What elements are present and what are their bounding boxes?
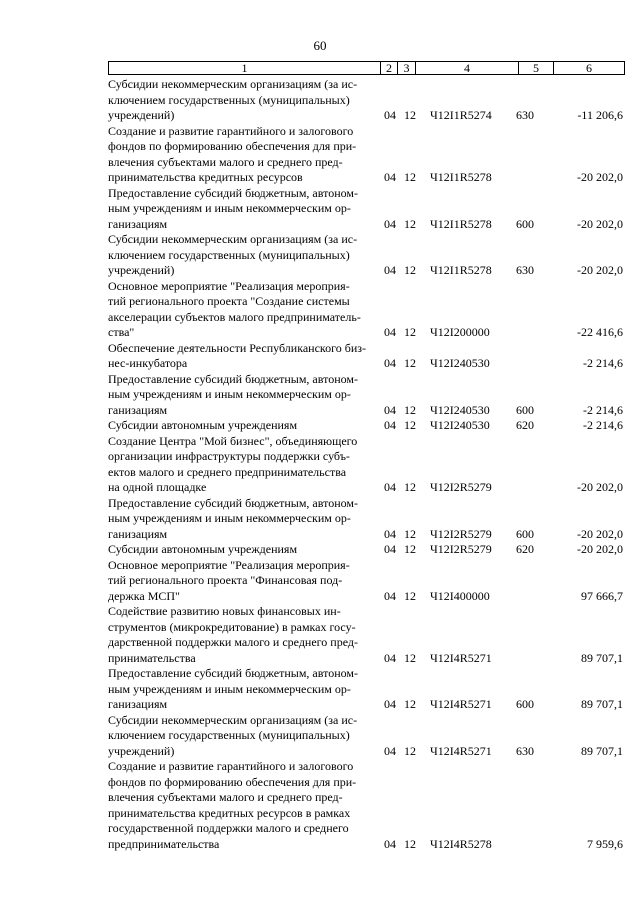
description-line: дарственной поддержки малого и среднего пред- — [108, 635, 358, 649]
description-line: ганизациям — [108, 697, 168, 711]
target-article-code: Ч12I240530 — [430, 356, 490, 370]
row-codes — [108, 651, 623, 667]
description-line: ключением государственных (муниципальных) — [108, 247, 350, 262]
row-codes — [108, 263, 623, 279]
amount: 89 707,1 — [581, 650, 623, 665]
expense-type-code: 600 — [516, 216, 534, 231]
target-article-code: Ч12I4R5271 — [430, 697, 492, 711]
description-line: принимательства — [108, 650, 196, 665]
section-code: 04 — [384, 697, 396, 711]
row-codes — [108, 589, 623, 605]
description-line: фондов по формированию обеспечения для при- — [108, 139, 357, 153]
table-row — [108, 341, 623, 372]
description-line: тий регионального проекта "Создание системы — [108, 294, 350, 308]
table-row — [108, 759, 623, 852]
target-article-code: Ч12I200000 — [430, 325, 490, 339]
amount: -2 214,6 — [583, 418, 623, 432]
subsection-code: 12 — [404, 402, 416, 417]
amount: 7 959,6 — [587, 836, 623, 851]
description-line: Основное мероприятие "Реализация мероприя- — [108, 557, 350, 572]
description-line: ектов малого и среднего предпринимательства — [108, 464, 347, 479]
amount: -20 202,0 — [577, 480, 623, 494]
target-article-code: Ч12I2R5279 — [430, 480, 492, 494]
table-row — [108, 418, 623, 434]
header-col-1: 1 — [109, 62, 381, 74]
subsection-code: 12 — [404, 325, 416, 339]
description-line: Субсидии некоммерческим организациям (за ис- — [108, 232, 358, 246]
expense-type-code: 600 — [516, 526, 534, 541]
header-col-4: 4 — [416, 62, 519, 74]
description-line: ключением государственных (муниципальных) — [108, 728, 350, 742]
section-code: 04 — [384, 480, 396, 494]
header-col-6: 6 — [586, 61, 592, 75]
table-row — [108, 77, 623, 124]
row-codes — [108, 837, 623, 853]
table-row — [108, 604, 623, 666]
target-article-code: Ч12I1R5278 — [430, 170, 492, 184]
subsection-code: 12 — [404, 836, 416, 851]
description-line: организации инфраструктуры поддержки субъ- — [108, 449, 350, 463]
description-line: струментов (микрокредитование) в рамках госу- — [108, 619, 356, 634]
expense-type-code: 630 — [516, 108, 534, 122]
description-line: держка МСП" — [108, 588, 180, 603]
section-code: 04 — [384, 418, 396, 432]
subsection-code: 12 — [404, 542, 416, 556]
subsection-code: 12 — [404, 356, 416, 370]
subsection-code: 12 — [404, 650, 416, 665]
amount: -11 206,6 — [577, 108, 623, 122]
table-body — [108, 77, 623, 852]
description-line: ганизациям — [108, 402, 168, 417]
section-code: 04 — [384, 402, 396, 417]
row-codes — [108, 403, 623, 419]
subsection-code: 12 — [404, 263, 416, 277]
section-code: 04 — [384, 325, 396, 339]
description-line: Содействие развитию новых финансовых ин- — [108, 604, 341, 618]
description-line: влечения субъектами малого и среднего пред- — [108, 790, 343, 804]
amount: -20 202,0 — [577, 542, 623, 556]
page-number: 60 — [313, 38, 327, 53]
description-line: Субсидии некоммерческим организациям (за ис- — [108, 77, 358, 91]
description-line: государственной поддержки малого и среднего — [108, 821, 349, 835]
subsection-code: 12 — [404, 216, 416, 231]
table-row — [108, 558, 623, 605]
row-codes — [108, 217, 623, 233]
row-codes — [108, 418, 623, 434]
description-line: учреждений) — [108, 743, 175, 758]
header-col-5: 5 — [519, 62, 554, 74]
subsection-code: 12 — [404, 526, 416, 541]
row-codes — [108, 744, 623, 760]
expense-type-code: 600 — [516, 402, 534, 417]
amount: 89 707,1 — [581, 697, 623, 711]
row-codes — [108, 527, 623, 543]
description-line: нес-инкубатора — [108, 356, 188, 370]
subsection-code: 12 — [404, 418, 416, 432]
description-line: ганизациям — [108, 526, 168, 541]
amount: -20 202,0 — [577, 170, 623, 184]
description-line: ным учреждениям и иным некоммерческим ор- — [108, 511, 351, 525]
amount: -2 214,6 — [583, 402, 623, 417]
table-row — [108, 232, 623, 279]
subsection-code: 12 — [404, 480, 416, 494]
subsection-code: 12 — [404, 588, 416, 603]
target-article-code: Ч12I2R5279 — [430, 526, 492, 541]
description-line: принимательства кредитных ресурсов в рамках — [108, 805, 351, 820]
amount: -20 202,0 — [577, 526, 623, 541]
description-line: учреждений) — [108, 108, 175, 122]
description-line: Предоставление субсидий бюджетным, автоном- — [108, 185, 358, 200]
description-line: ным учреждениям и иным некоммерческим ор- — [108, 681, 351, 696]
description-line: предпринимательства — [108, 836, 220, 851]
amount: 97 666,7 — [581, 588, 623, 603]
section-code: 04 — [384, 356, 396, 370]
amount: -20 202,0 — [577, 216, 623, 231]
description-line: Создание и развитие гарантийного и залогового — [108, 759, 354, 773]
target-article-code: Ч12I2R5279 — [430, 542, 492, 556]
row-codes — [108, 325, 623, 341]
description-line: влечения субъектами малого и среднего пред- — [108, 154, 343, 169]
description-line: Создание Центра "Мой бизнес", объединяющего — [108, 433, 358, 448]
description-line: Предоставление субсидий бюджетным, автоном- — [108, 495, 358, 510]
target-article-code: Ч12I1R5274 — [430, 108, 492, 122]
row-codes — [108, 356, 623, 372]
description-line: Субсидии автономным учреждениям — [108, 542, 298, 556]
section-code: 04 — [384, 216, 396, 231]
section-code: 04 — [384, 650, 396, 665]
expense-type-code: 630 — [516, 743, 534, 758]
subsection-code: 12 — [404, 697, 416, 711]
expense-type-code: 620 — [516, 418, 534, 432]
section-code: 04 — [384, 836, 396, 851]
description-line: Субсидии автономным учреждениям — [108, 418, 298, 432]
target-article-code: Ч12I1R5278 — [430, 263, 492, 277]
subsection-code: 12 — [404, 170, 416, 184]
amount: -20 202,0 — [577, 263, 623, 277]
description-line: ганизациям — [108, 216, 168, 231]
section-code: 04 — [384, 743, 396, 758]
description-line: фондов по формированию обеспечения для при- — [108, 774, 357, 789]
table-row — [108, 279, 623, 341]
row-codes — [108, 542, 623, 558]
row-codes — [108, 480, 623, 496]
description-line: учреждений) — [108, 263, 175, 277]
description-line: ным учреждениям и иным некоммерческим ор- — [108, 201, 351, 215]
table-row — [108, 186, 623, 233]
description-line: Создание и развитие гарантийного и залогового — [108, 123, 354, 138]
table-row — [108, 372, 623, 419]
target-article-code: Ч12I4R5278 — [430, 836, 492, 851]
description-line: ства" — [108, 325, 135, 339]
target-article-code: Ч12I4R5271 — [430, 743, 492, 758]
table-row — [108, 124, 623, 186]
row-codes — [108, 108, 623, 124]
expense-type-code: 620 — [516, 542, 534, 556]
description-line: принимательства кредитных ресурсов — [108, 170, 303, 184]
subsection-code: 12 — [404, 108, 416, 122]
table-row — [108, 542, 623, 558]
description-line: на одной площадке — [108, 480, 207, 494]
amount: 89 707,1 — [581, 743, 623, 758]
amount: -2 214,6 — [583, 356, 623, 370]
table-row — [108, 666, 623, 713]
row-codes — [108, 697, 623, 713]
table-header — [108, 61, 625, 75]
expense-type-code: 630 — [516, 263, 534, 277]
header-col-2: 2 — [381, 62, 398, 74]
target-article-code: Ч12I4R5271 — [430, 650, 492, 665]
description-line: Основное мероприятие "Реализация мероприя- — [108, 278, 350, 293]
section-code: 04 — [384, 542, 396, 556]
subsection-code: 12 — [404, 743, 416, 758]
description-line: акселерации субъектов малого предприниматель- — [108, 309, 361, 324]
table-row — [108, 496, 623, 543]
section-code: 04 — [384, 108, 396, 122]
description-line: тий регионального проекта "Финансовая под- — [108, 573, 343, 587]
row-codes — [108, 170, 623, 186]
description-line: Предоставление субсидий бюджетным, автоном- — [108, 371, 358, 386]
section-code: 04 — [384, 526, 396, 541]
table-row — [108, 713, 623, 760]
description-line: Предоставление субсидий бюджетным, автоном- — [108, 666, 358, 680]
amount: -22 416,6 — [577, 325, 623, 339]
description-line: Обеспечение деятельности Республиканского биз- — [108, 340, 367, 355]
target-article-code: Ч12I240530 — [430, 402, 490, 417]
table-row — [108, 434, 623, 496]
description-line: ным учреждениям и иным некоммерческим ор- — [108, 387, 351, 401]
section-code: 04 — [384, 588, 396, 603]
target-article-code: Ч12I240530 — [430, 418, 490, 432]
expense-type-code: 600 — [516, 697, 534, 711]
target-article-code: Ч12I400000 — [430, 588, 490, 603]
section-code: 04 — [384, 170, 396, 184]
description-line: Субсидии некоммерческим организациям (за ис- — [108, 712, 358, 727]
section-code: 04 — [384, 263, 396, 277]
target-article-code: Ч12I1R5278 — [430, 216, 492, 231]
description-line: ключением государственных (муниципальных) — [108, 92, 350, 107]
header-col-3: 3 — [398, 62, 416, 74]
